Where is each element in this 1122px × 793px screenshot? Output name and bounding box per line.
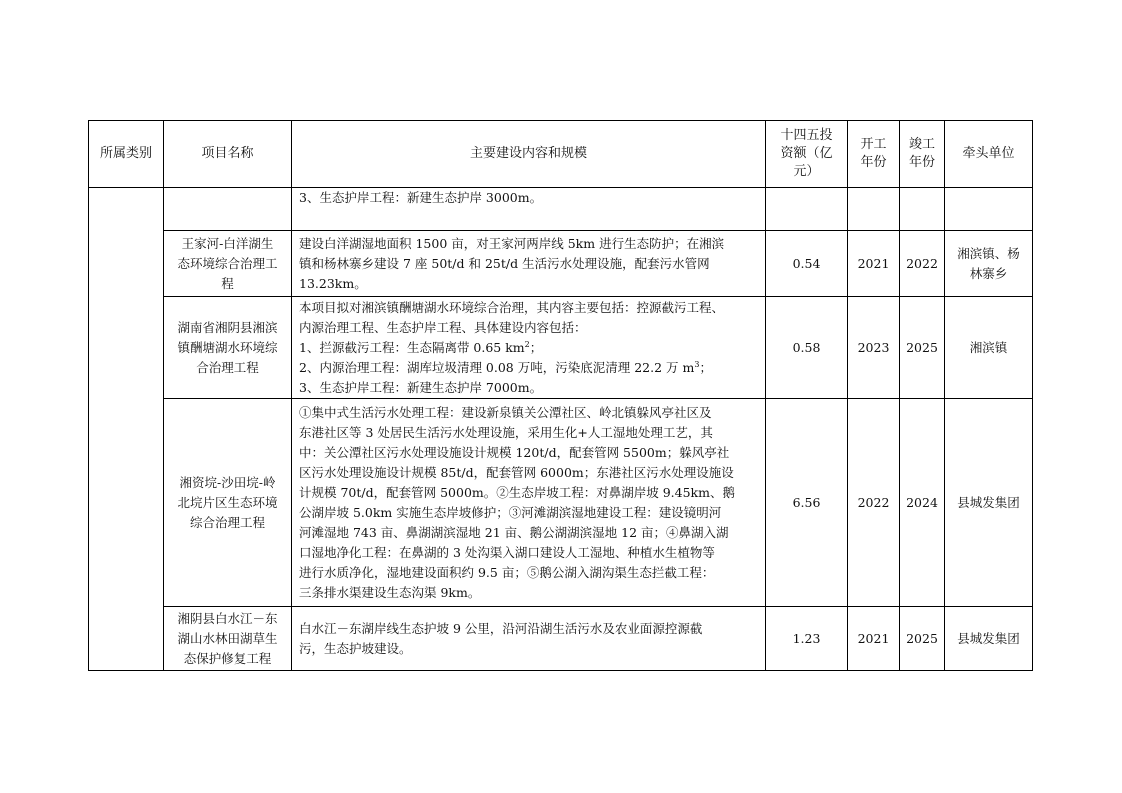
investment-cell: 0.54 [766, 231, 848, 297]
header-row [89, 121, 1033, 188]
table-row [89, 399, 1033, 607]
end-year-cell: 2022 [900, 231, 945, 297]
header-investment: 十四五投 资额（亿 元） [766, 121, 848, 188]
investment-cell: 1.23 [766, 607, 848, 671]
table-row [89, 188, 1033, 231]
content-cell: 建设白洋湖湿地面积 1500 亩，对王家河两岸线 5km 进行生态防护；在湘滨 镇和杨林寨乡建设 7 座 50t/d 和 25t/d 生活污水处理设施，配套污水管网 13.23km。 [292, 231, 766, 297]
lead-unit-cell: 湘滨镇 [945, 297, 1033, 399]
project-name-cell: 湖南省湘阴县湘滨 镇酬塘湖水环境综 合治理工程 [164, 297, 292, 399]
header-end-year: 竣工 年份 [900, 121, 945, 188]
investment-cell: 6.56 [766, 399, 848, 607]
header-category: 所属类别 [89, 121, 164, 188]
end-year-cell [900, 188, 945, 231]
content-cell: ①集中式生活污水处理工程：建设新泉镇关公潭社区、岭北镇躲风亭社区及 东港社区等 3 处居民生活污水处理设施，采用生化+人工湿地处理工艺，其 中：关公潭社区污水处理设施设计规模 120t/d，配套管网 5500m；躲风亭社 区污水处理设施设计规模 85t/d，配套管网 6000m；东港社区污水处理设施设 计规模 70t/d，配套管网 5000m。②生态岸坡工程：对鼻湖岸坡 9.45km、鹅 公湖岸坡 5.0km 实施生态岸坡修护；③河滩湖滨湿地建设工程：建设镜明河 河滩湿地 743 亩、鼻湖湖滨湿地 21 亩、鹅公湖湖滨湿地 12 亩；④鼻湖入湖 口湿地净化工程：在鼻湖的 3 处沟渠入湖口建设人工湿地、种植水生植物等 进行水质净化，湿地建设面积约 9.5 亩；⑤鹅公湖入湖沟渠生态拦截工程： 三条排水渠建设生态沟渠 9km。 [292, 399, 766, 607]
project-table [88, 120, 1033, 671]
content-cell: 白水江－东湖岸线生态护坡 9 公里，沿河沿湖生活污水及农业面源控源截 污，生态护坡建设。 [292, 607, 766, 671]
table-row [89, 231, 1033, 297]
end-year-cell: 2024 [900, 399, 945, 607]
start-year-cell: 2021 [848, 607, 900, 671]
header-start-year: 开工 年份 [848, 121, 900, 188]
header-content: 主要建设内容和规模 [292, 121, 766, 188]
investment-cell [766, 188, 848, 231]
lead-unit-cell: 县城发集团 [945, 399, 1033, 607]
start-year-cell: 2023 [848, 297, 900, 399]
project-name-cell: 湘资垸-沙田垸-岭 北垸片区生态环境 综合治理工程 [164, 399, 292, 607]
end-year-cell: 2025 [900, 607, 945, 671]
investment-cell: 0.58 [766, 297, 848, 399]
start-year-cell [848, 188, 900, 231]
lead-unit-cell: 县城发集团 [945, 607, 1033, 671]
lead-unit-cell [945, 188, 1033, 231]
lead-unit-cell: 湘滨镇、杨 林寨乡 [945, 231, 1033, 297]
project-name-cell [164, 188, 292, 231]
project-name-cell: 王家河-白洋湖生 态环境综合治理工 程 [164, 231, 292, 297]
header-project-name: 项目名称 [164, 121, 292, 188]
table-row [89, 297, 1033, 399]
start-year-cell: 2021 [848, 231, 900, 297]
content-cell: 3、生态护岸工程：新建生态护岸 3000m。 [292, 188, 766, 231]
project-name-cell: 湘阴县白水江－东 湖山水林田湖草生 态保护修复工程 [164, 607, 292, 671]
content-cell: 本项目拟对湘滨镇酬塘湖水环境综合治理，其内容主要包括：控源截污工程、 内源治理工程、生态护岸工程、具体建设内容包括： 1、拦源截污工程：生态隔离带 0.65 $km^2$； 2、内源治理工程：湖库垃圾清理 0.08 万吨，污染底泥清理 22.2 万 $m^3$； 3、生态护岸工程：新建生态护岸 7000m。 [292, 297, 766, 399]
start-year-cell: 2022 [848, 399, 900, 607]
end-year-cell: 2025 [900, 297, 945, 399]
category-cell [89, 188, 164, 671]
table-row [89, 607, 1033, 671]
header-lead-unit: 牵头单位 [945, 121, 1033, 188]
